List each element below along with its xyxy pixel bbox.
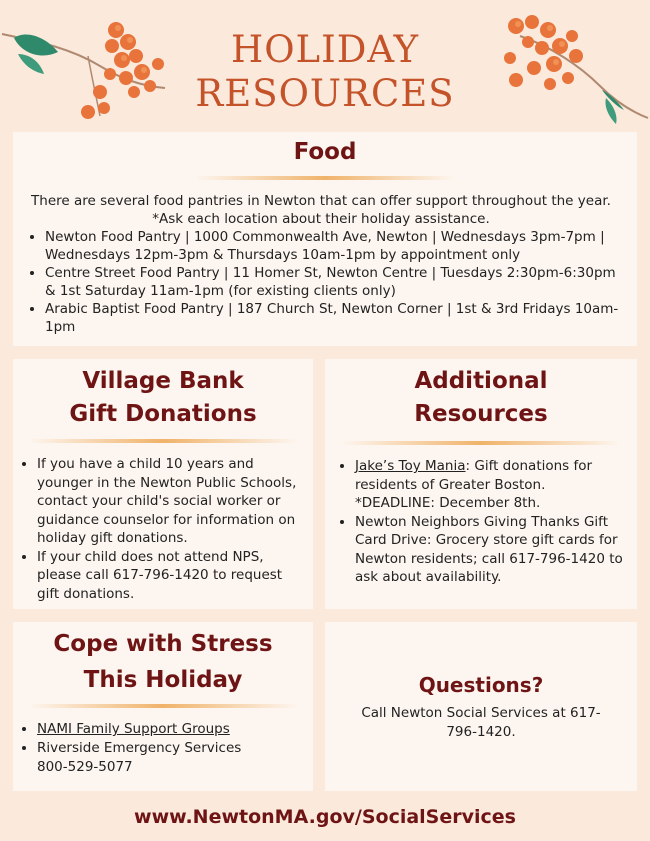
jakes-toy-mania-description: : Gift donations for residents of Greater Boston. *DEADLINE: December 8th. — [355, 458, 593, 511]
food-card — [13, 132, 637, 346]
village-bank-heading — [13, 359, 313, 431]
village-bank-list — [13, 443, 313, 603]
additional-resources-heading — [325, 359, 637, 431]
list-item — [37, 739, 303, 777]
questions-text: Call Newton Social Services at 617-796-1420. — [361, 705, 601, 740]
nami-family-support-groups-link[interactable]: NAMI Family Support Groups — [37, 721, 230, 737]
additional-resources-card — [325, 359, 637, 609]
list-item: • Centre Street Food Pantry | 11 Homer St, Newton Centre | Tuesdays 2:30pm-6:30pm & 1st Saturday 11am-1pm (for existing clients only) — [45, 264, 621, 300]
page-title-line1: HOLIDAY — [230, 28, 420, 71]
page-title — [0, 28, 650, 116]
footer-website-url[interactable]: www.NewtonMA.gov/SocialServices — [134, 806, 516, 828]
list-item: • If you have a child 10 years and younger in the Newton Public Schools, contact your child's social worker or guidance counselor for information on holiday gift donations. — [37, 455, 303, 548]
questions-heading: Questions? — [418, 673, 544, 697]
cope-with-stress-heading — [13, 622, 313, 698]
village-bank-card — [13, 359, 313, 609]
list-item: • Arabic Baptist Food Pantry | 187 Church St, Newton Corner | 1st & 3rd Fridays 10am-1pm — [45, 300, 621, 336]
food-heading: Food — [293, 139, 357, 165]
food-pantry-list — [21, 228, 621, 336]
cope-with-stress-card — [13, 622, 313, 791]
additional-resources-heading-line2: Resources — [414, 401, 548, 427]
cope-with-stress-heading-line1: Cope with Stress — [53, 631, 273, 657]
additional-resources-list — [325, 445, 637, 587]
list-item: • If your child does not attend NPS, please call 617-796-1420 to request gift donations. — [37, 548, 303, 604]
questions-card — [325, 622, 637, 791]
cope-with-stress-heading-line2: This Holiday — [83, 667, 243, 693]
village-bank-heading-line1: Village Bank — [82, 368, 244, 394]
food-intro: There are several food pantries in Newton that can offer support throughout the year. — [31, 193, 611, 209]
food-note: *Ask each location about their holiday assistance. — [152, 211, 490, 227]
cope-with-stress-list — [13, 708, 313, 777]
jakes-toy-mania-link[interactable]: Jake’s Toy Mania — [355, 458, 466, 474]
list-item: • Newton Food Pantry | 1000 Commonwealth Ave, Newton | Wednesdays 3pm-7pm | Wednesdays 12pm-3pm & Thursdays 10am-1pm by appointment only — [45, 228, 621, 264]
village-bank-heading-line2: Gift Donations — [69, 401, 257, 427]
list-item: • Newton Neighbors Giving Thanks Gift Card Drive: Grocery store gift cards for Newton residents; call 617-796-1420 to ask about availability. — [355, 513, 623, 587]
page-title-line2: RESOURCES — [195, 72, 455, 115]
additional-resources-heading-line1: Additional — [414, 368, 548, 394]
riverside-emergency-services-label: • Riverside Emergency Services — [37, 740, 242, 756]
riverside-emergency-services-phone: 800-529-5077 — [37, 759, 133, 775]
list-item — [355, 457, 623, 513]
list-item — [37, 720, 303, 739]
